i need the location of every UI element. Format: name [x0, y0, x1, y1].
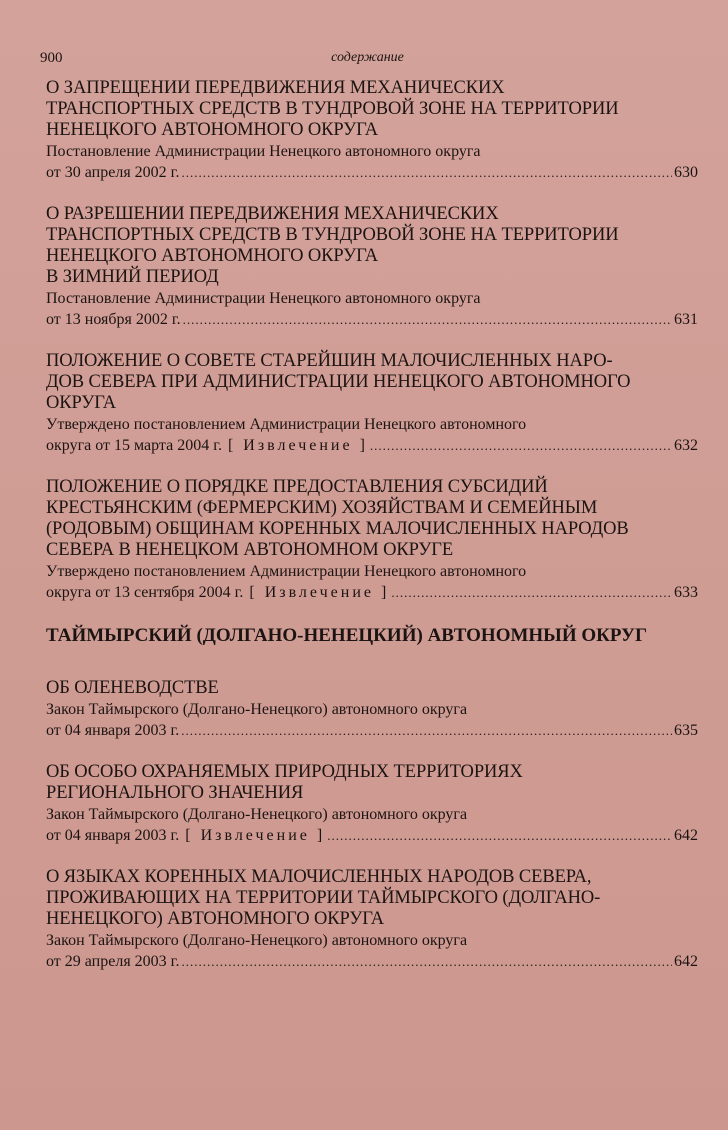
- entry-page-number: 642: [674, 827, 698, 844]
- entry-page-number: 630: [674, 164, 698, 181]
- dot-leader: [183, 309, 672, 330]
- entry-description: Утверждено постановлением Администрации Ненецкого автономного: [46, 563, 527, 580]
- entry-title-line: ТРАНСПОРТНЫХ СРЕДСТВ В ТУНДРОВОЙ ЗОНЕ НА ТЕРРИТОРИИ: [46, 99, 619, 119]
- toc-entry: [46, 762, 698, 846]
- dot-leader: [181, 720, 672, 741]
- dot-leader: [391, 582, 672, 603]
- entry-description: Закон Таймырского (Долгано-Ненецкого) автономного округа: [46, 806, 468, 823]
- entry-date-line: [46, 951, 698, 972]
- entry-title: [46, 762, 698, 804]
- entry-title-line: НЕНЕЦКОГО АВТОНОМНОГО ОКРУГА: [46, 246, 378, 266]
- toc-entry: [46, 678, 698, 741]
- entry-date: округа от 13 сентября 2004 г.: [46, 584, 244, 601]
- entry-page-number: 633: [674, 584, 698, 601]
- entry-title-line: О ЗАПРЕЩЕНИИ ПЕРЕДВИЖЕНИЯ МЕХАНИЧЕСКИХ: [46, 78, 505, 98]
- entry-date: от 29 апреля 2003 г.: [46, 953, 180, 970]
- entry-title: [46, 351, 698, 414]
- entry-title-line: О РАЗРЕШЕНИИ ПЕРЕДВИЖЕНИЯ МЕХАНИЧЕСКИХ: [46, 204, 499, 224]
- entry-title-line: ДОВ СЕВЕРА ПРИ АДМИНИСТРАЦИИ НЕНЕЦКОГО АВТОНОМНОГО: [46, 372, 631, 392]
- section-heading: ТАЙМЫРСКИЙ (ДОЛГАНО-НЕНЕЦКИЙ) АВТОНОМНЫЙ ОКРУГ: [46, 625, 648, 646]
- entry-date-line: [46, 162, 698, 183]
- entry-date-line: [46, 582, 698, 603]
- entry-title: [46, 477, 698, 561]
- entry-title-line: ПОЛОЖЕНИЕ О ПОРЯДКЕ ПРЕДОСТАВЛЕНИЯ СУБСИДИЙ: [46, 477, 548, 497]
- entry-title: [46, 867, 698, 930]
- page-header: [40, 50, 695, 72]
- entry-title-line: КРЕСТЬЯНСКИМ (ФЕРМЕРСКИМ) ХОЗЯЙСТВАМ И СЕМЕЙНЫМ: [46, 498, 598, 518]
- dot-leader: [181, 951, 672, 972]
- entry-description: Утверждено постановлением Администрации Ненецкого автономного: [46, 416, 527, 433]
- entry-date: округа от 15 марта 2004 г.: [46, 437, 222, 454]
- entry-title: [46, 678, 698, 699]
- entry-title-line: В ЗИМНИЙ ПЕРИОД: [46, 267, 219, 287]
- dot-leader: [181, 162, 672, 183]
- entry-description: Закон Таймырского (Долгано-Ненецкого) автономного округа: [46, 701, 468, 718]
- entry-page-number: 632: [674, 437, 698, 454]
- entry-date-line: [46, 720, 698, 741]
- entry-title-line: НЕНЕЦКОГО) АВТОНОМНОГО ОКРУГА: [46, 909, 385, 929]
- entry-description: Постановление Администрации Ненецкого автономного округа: [46, 290, 481, 307]
- toc-entry: [46, 78, 698, 183]
- entry-page-number: 642: [674, 953, 698, 970]
- entry-title-line: ОБ ОЛЕНЕВОДСТВЕ: [46, 678, 219, 698]
- entry-title-line: РЕГИОНАЛЬНОГО ЗНАЧЕНИЯ: [46, 783, 304, 803]
- entry-title-line: ОКРУГА: [46, 393, 117, 413]
- entry-date: от 30 апреля 2002 г.: [46, 164, 180, 181]
- table-of-contents: [46, 78, 698, 993]
- entry-title-line: ОБ ОСОБО ОХРАНЯЕМЫХ ПРИРОДНЫХ ТЕРРИТОРИЯХ: [46, 762, 523, 782]
- toc-entry: [46, 477, 698, 603]
- dot-leader: [327, 825, 672, 846]
- toc-entry: [46, 204, 698, 330]
- entry-date: от 13 ноября 2002 г.: [46, 311, 181, 328]
- entry-page-number: 635: [674, 722, 698, 739]
- entry-title: [46, 78, 698, 141]
- entry-description: Постановление Администрации Ненецкого автономного округа: [46, 143, 481, 160]
- entry-title-line: ПОЛОЖЕНИЕ О СОВЕТЕ СТАРЕЙШИН МАЛОЧИСЛЕННЫХ НАРО-: [46, 351, 613, 371]
- entry-title-line: ПРОЖИВАЮЩИХ НА ТЕРРИТОРИИ ТАЙМЫРСКОГО (ДОЛГАНО-: [46, 888, 601, 908]
- entry-date-line: [46, 435, 698, 456]
- entry-title-line: (РОДОВЫМ) ОБЩИНАМ КОРЕННЫХ МАЛОЧИСЛЕННЫХ НАРОДОВ: [46, 519, 629, 539]
- toc-entry: [46, 351, 698, 456]
- entry-page-number: 631: [674, 311, 698, 328]
- entry-extract-note: [ Извлечение ]: [249, 584, 390, 601]
- entry-description: Закон Таймырского (Долгано-Ненецкого) автономного округа: [46, 932, 468, 949]
- entry-date-line: [46, 309, 698, 330]
- entry-title-line: НЕНЕЦКОГО АВТОНОМНОГО ОКРУГА: [46, 120, 378, 140]
- entry-title-line: СЕВЕРА В НЕНЕЦКОМ АВТОНОМНОМ ОКРУГЕ: [46, 540, 454, 560]
- dot-leader: [370, 435, 672, 456]
- entry-title: [46, 204, 698, 288]
- running-title: содержание: [331, 50, 404, 65]
- entry-date: от 04 января 2003 г.: [46, 827, 180, 844]
- entry-title-line: О ЯЗЫКАХ КОРЕННЫХ МАЛОЧИСЛЕННЫХ НАРОДОВ СЕВЕРА,: [46, 867, 592, 887]
- entry-extract-note: [ Извлечение ]: [227, 437, 368, 454]
- page-number: 900: [40, 50, 63, 66]
- entry-date: от 04 января 2003 г.: [46, 722, 180, 739]
- entry-extract-note: [ Извлечение ]: [185, 827, 326, 844]
- entry-title-line: ТРАНСПОРТНЫХ СРЕДСТВ В ТУНДРОВОЙ ЗОНЕ НА ТЕРРИТОРИИ: [46, 225, 619, 245]
- toc-entry: [46, 867, 698, 972]
- entry-date-line: [46, 825, 698, 846]
